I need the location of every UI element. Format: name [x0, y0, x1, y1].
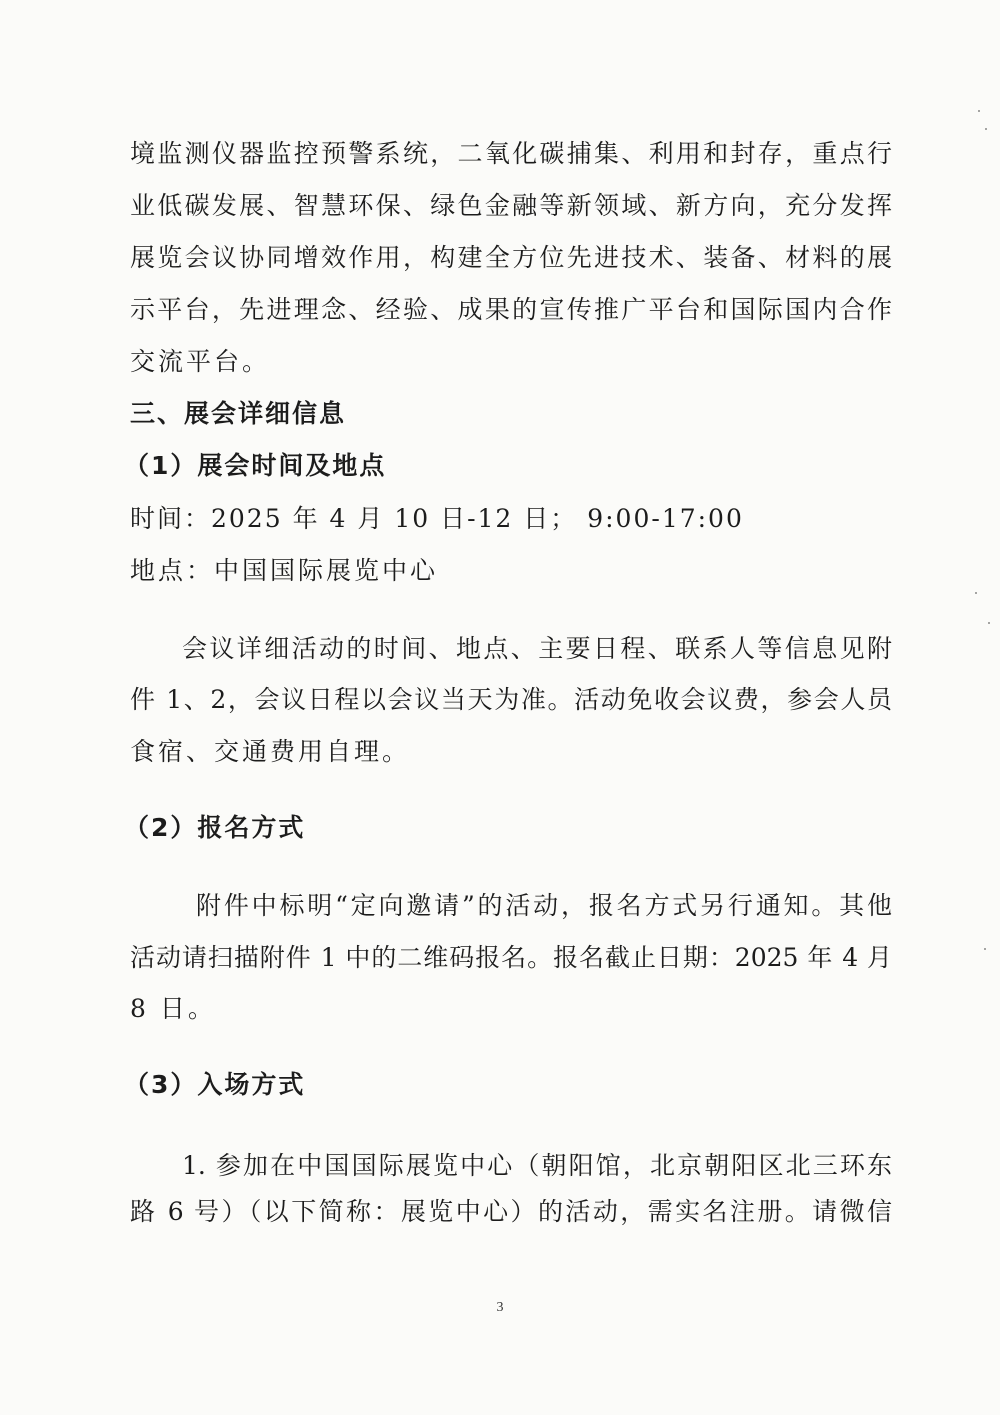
paragraph-line: 活动请扫描附件 1 中的二维码报名。报名截止日期：2025 年 4 月: [130, 943, 892, 972]
paragraph-line: 示平台，先进理念、经验、成果的宣传推广平台和国际国内合作: [130, 295, 892, 324]
subsection-heading: （2）报名方式: [124, 813, 306, 842]
scan-speck: [975, 592, 977, 594]
paragraph-line: 业低碳发展、智慧环保、绿色金融等新领域、新方向，充分发挥: [130, 191, 892, 220]
paragraph-line: 1. 参加在中国国际展览中心（朝阳馆，北京朝阳区北三环东: [182, 1151, 892, 1180]
paragraph-line: 境监测仪器监控预警系统，二氧化碳捕集、利用和封存，重点行: [130, 139, 892, 168]
subsection-heading: （1）展会时间及地点: [124, 451, 387, 480]
paragraph-line: 件 1、2，会议日程以会议当天为准。活动免收会议费，参会人员: [130, 685, 892, 714]
subsection-heading: （3）入场方式: [124, 1070, 306, 1099]
paragraph-line: 展览会议协同增效作用，构建全方位先进技术、装备、材料的展: [130, 243, 892, 272]
paragraph-line: 会议详细活动的时间、地点、主要日程、联系人等信息见附: [182, 634, 892, 663]
scan-speck: [984, 948, 986, 950]
paragraph-line: 路 6 号）（以下简称：展览中心）的活动，需实名注册。请微信: [130, 1197, 892, 1226]
page-number: 3: [496, 1300, 504, 1315]
paragraph-line: 食宿、交通费用自理。: [130, 737, 411, 766]
section-heading: 三、展会详细信息: [130, 399, 347, 428]
scan-speck: [988, 622, 990, 624]
place-line: 地点：中国国际展览中心: [130, 556, 439, 585]
scan-speck: [985, 128, 987, 130]
scan-speck: [978, 110, 980, 112]
paragraph-line: 8 日。: [130, 994, 216, 1023]
paragraph-line: 交流平台。: [130, 347, 271, 376]
time-line: 时间：2025 年 4 月 10 日-12 日； 9:00-17:00: [130, 504, 744, 533]
paragraph-line: 附件中标明“定向邀请”的活动，报名方式另行通知。其他: [196, 891, 892, 920]
